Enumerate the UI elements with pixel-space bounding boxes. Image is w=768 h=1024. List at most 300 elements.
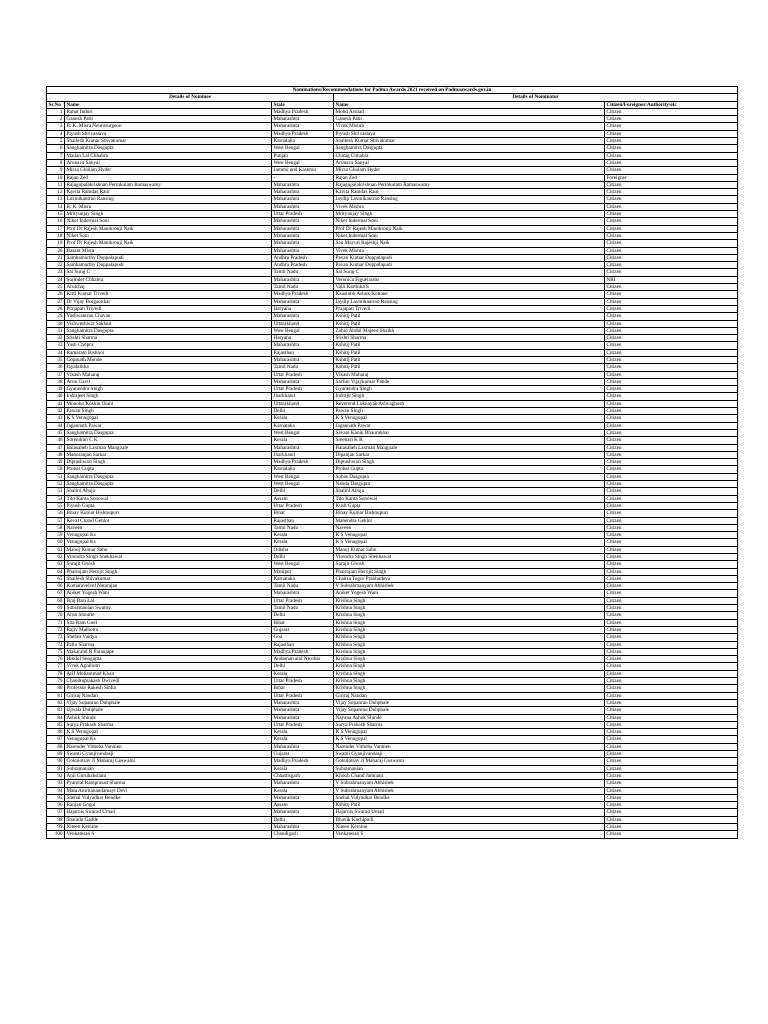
nominator-name-cell: Diptashwari Singh — [334, 459, 605, 466]
nominator-type-cell: Citizen — [605, 459, 738, 466]
col-header-nominee-name: Name — [65, 101, 272, 108]
sr-no-cell: 28 — [47, 305, 65, 312]
state-cell: Uttar Pradesh — [272, 721, 334, 728]
sr-no-cell: 92 — [47, 772, 65, 779]
nominee-name-cell: Niket Indermal Soni — [65, 218, 272, 225]
nominee-name-cell: Makarand R Paranjape — [65, 648, 272, 655]
nominee-name-cell: Sanghamitra Dasgupta — [65, 327, 272, 334]
state-cell: Maharashtra — [272, 247, 334, 254]
sr-no-cell: 24 — [47, 276, 65, 283]
state-cell: Madhya Pradesh — [272, 648, 334, 655]
state-cell: Maharashtra — [272, 196, 334, 203]
nominator-name-cell: Veronica Figueiraido — [334, 276, 605, 283]
sr-no-cell: 35 — [47, 356, 65, 363]
sr-no-cell: 97 — [47, 809, 65, 816]
nominee-name-cell: Manoj Kumar Sahu — [65, 546, 272, 553]
nominator-name-cell: Krishna Singh — [334, 685, 605, 692]
nominator-type-cell: Citizen — [605, 626, 738, 633]
nominator-type-cell: Citizen — [605, 313, 738, 320]
nominator-name-cell: Krishna Singh — [334, 597, 605, 604]
nominee-name-cell: Ujwala Duhphale — [65, 707, 272, 714]
nominator-type-cell: Citizen — [605, 685, 738, 692]
nominator-type-cell: Citizen — [605, 670, 738, 677]
sr-no-cell: 11 — [47, 181, 65, 188]
state-cell: Uttar Pradesh — [272, 211, 334, 218]
nominator-name-cell: Venkatesan S — [334, 831, 605, 838]
nominator-type-cell: Citizen — [605, 590, 738, 597]
state-cell: Maharashtra — [272, 809, 334, 816]
nominator-name-cell: Mohd Arshad — [334, 108, 605, 115]
nominator-name-cell: Kshitij Patil — [334, 364, 605, 371]
sr-no-cell: 44 — [47, 422, 65, 429]
table-row — [47, 590, 738, 597]
state-cell: Assam — [272, 802, 334, 809]
nominee-name-cell: Ramaram Bishnoi — [65, 349, 272, 356]
nominator-name-cell: Prof Dr Rajesh Manikrouji Naik — [334, 225, 605, 232]
nominator-name-cell: Nanda Dasgupta — [334, 481, 605, 488]
nominator-type-cell: Citizen — [605, 546, 738, 553]
state-cell: Kerala — [272, 437, 334, 444]
nominator-name-cell: Snehal Vidyadhar Bendke — [334, 794, 605, 801]
nominee-name-cell: Vishweshwar Saklani — [65, 320, 272, 327]
state-cell: Uttar Pradesh — [272, 502, 334, 509]
nominator-name-cell: Krishna Singh — [334, 626, 605, 633]
nominator-type-cell: Citizen — [605, 597, 738, 604]
nominations-sheet — [46, 86, 737, 839]
state-cell: Maharashtra — [272, 225, 334, 232]
nominator-type-cell: Citizen — [605, 678, 738, 685]
sr-no-cell: 86 — [47, 729, 65, 736]
state-cell: Maharashtra — [272, 232, 334, 239]
sr-no-cell: 80 — [47, 685, 65, 692]
sr-no-cell: 68 — [47, 597, 65, 604]
sr-no-cell: 1 — [47, 108, 65, 115]
nominee-name-cell: Jayalalitha — [65, 364, 272, 371]
state-cell: Assam — [272, 495, 334, 502]
nominee-name-cell: Gyanendra Singh — [65, 386, 272, 393]
table-row — [47, 546, 738, 553]
sr-no-cell: 22 — [47, 262, 65, 269]
col-header-nominator-name: Name — [334, 101, 605, 108]
nominator-type-cell: Citizen — [605, 181, 738, 188]
table-row — [47, 371, 738, 378]
nominator-name-cell: Nayana Ashok Shinde — [334, 714, 605, 721]
sr-no-cell: 100 — [47, 831, 65, 838]
nominator-type-cell: Citizen — [605, 641, 738, 648]
nominator-type-cell: Citizen — [605, 408, 738, 415]
nominator-name-cell: Prajapati Trivedi — [334, 305, 605, 312]
nominator-type-cell: Citizen — [605, 495, 738, 502]
nominee-name-cell: Yashwantrao Chavan — [65, 313, 272, 320]
table-row — [47, 451, 738, 458]
nominator-type-cell: Citizen — [605, 663, 738, 670]
table-row — [47, 510, 738, 517]
nominator-name-cell: Vikash Maharaj — [334, 371, 605, 378]
nominee-name-cell: Aniket Yogesh Wani — [65, 590, 272, 597]
table-row — [47, 743, 738, 750]
sr-no-cell: 4 — [47, 130, 65, 137]
sr-no-cell: 53 — [47, 488, 65, 495]
nominator-type-cell: Citizen — [605, 794, 738, 801]
nominee-name-cell: Kumaravelvel Natarajan — [65, 583, 272, 590]
nominator-type-cell: Citizen — [605, 605, 738, 612]
table-row — [47, 495, 738, 502]
nominator-type-cell: Citizen — [605, 539, 738, 546]
nominee-name-cell: Arulchaj — [65, 284, 272, 291]
table-body — [47, 108, 738, 838]
nominator-name-cell: Krishna Singh — [334, 619, 605, 626]
table-row — [47, 780, 738, 787]
nominee-name-cell: Srishti Sharma — [65, 335, 272, 342]
state-cell: Rajasthan — [272, 517, 334, 524]
nominator-name-cell: Phairojam Herojit Singh — [334, 568, 605, 575]
nominator-name-cell: Niket Indermal Soni — [334, 232, 605, 239]
nominator-name-cell: Vivek Mishra — [334, 123, 605, 130]
table-row — [47, 663, 738, 670]
nominee-name-cell: Chandraprakash Dwivedi — [65, 678, 272, 685]
table-row — [47, 772, 738, 779]
column-header-row — [47, 101, 738, 108]
sr-no-cell: 67 — [47, 590, 65, 597]
table-row — [47, 554, 738, 561]
nominator-name-cell: K S Venugopal — [334, 532, 605, 539]
nominee-name-cell: B. K. Misra — [65, 203, 272, 210]
nominator-type-cell: Citizen — [605, 123, 738, 130]
sr-no-cell: 81 — [47, 692, 65, 699]
nominator-type-cell: Citizen — [605, 561, 738, 568]
sr-no-cell: 91 — [47, 765, 65, 772]
nominee-name-cell: Gokulotsav Ji Maharaj Goswami — [65, 758, 272, 765]
col-header-state: State — [272, 101, 334, 108]
table-row — [47, 232, 738, 239]
nominator-type-cell: Citizen — [605, 305, 738, 312]
nominee-name-cell: Subramanian — [65, 765, 272, 772]
sr-no-cell: 41 — [47, 400, 65, 407]
nominee-name-cell: Mrityunjay Singh — [65, 211, 272, 218]
nominator-name-cell: Vijay Sopanrao Duhphale — [334, 707, 605, 714]
nominator-name-cell: Naveen — [334, 524, 605, 531]
state-cell: Madhya Pradesh — [272, 291, 334, 298]
sr-no-cell: 3 — [47, 123, 65, 130]
table-row — [47, 378, 738, 385]
nominee-name-cell: Pyarelal Ramprasad Sharma — [65, 780, 272, 787]
nominator-type-cell: Citizen — [605, 481, 738, 488]
state-cell: Maharashtra — [272, 794, 334, 801]
nominator-type-cell: Citizen — [605, 138, 738, 145]
sr-no-cell: 64 — [47, 568, 65, 575]
sr-no-cell: 32 — [47, 335, 65, 342]
sr-no-cell: 84 — [47, 714, 65, 721]
table-row — [47, 670, 738, 677]
state-cell: Maharashtra — [272, 240, 334, 247]
nominator-type-cell: Citizen — [605, 422, 738, 429]
sr-no-cell: 71 — [47, 619, 65, 626]
state-cell: Tamil Nadu — [272, 605, 334, 612]
nominator-type-cell: Citizen — [605, 225, 738, 232]
sr-no-cell: 5 — [47, 138, 65, 145]
state-cell: Madhya Pradesh — [272, 758, 334, 765]
sr-no-cell: 16 — [47, 218, 65, 225]
table-row — [47, 794, 738, 801]
nominator-name-cell: Niket Indermal Soni — [334, 218, 605, 225]
sr-no-cell: 9 — [47, 167, 65, 174]
nominator-name-cell: Bhavik Kachipudi — [334, 816, 605, 823]
nominator-name-cell: Binay Kumar Bishnupuri — [334, 510, 605, 517]
table-row — [47, 211, 738, 218]
nominator-name-cell: Narender Vithoba Vanmen — [334, 743, 605, 750]
nominator-name-cell: V Subrahmanyam Abhishek — [334, 787, 605, 794]
state-cell: Maharashtra — [272, 313, 334, 320]
nominee-name-cell: Kavita Ramdas Raut — [65, 189, 272, 196]
table-row — [47, 203, 738, 210]
table-row — [47, 240, 738, 247]
nominator-type-cell: Citizen — [605, 648, 738, 655]
nominator-type-cell: Citizen — [605, 765, 738, 772]
state-cell: Kerala — [272, 787, 334, 794]
nominator-name-cell: Suhas Dasgupta — [334, 473, 605, 480]
sr-no-cell: 15 — [47, 211, 65, 218]
nominator-name-cell: Vijay Sopanrao Duhphale — [334, 699, 605, 706]
nominee-name-cell: Phairojam Herojit Singh — [65, 568, 272, 575]
table-row — [47, 335, 738, 342]
nominee-name-cell: Gopinath Munde — [65, 356, 272, 363]
sr-no-cell: 50 — [47, 466, 65, 473]
state-cell: Uttar Pradesh — [272, 678, 334, 685]
table-row — [47, 787, 738, 794]
table-row — [47, 699, 738, 706]
nominator-name-cell: K S Venugopal — [334, 539, 605, 546]
nominee-name-cell: Venugopal Ks — [65, 539, 272, 546]
nominator-type-cell: Citizen — [605, 502, 738, 509]
table-row — [47, 823, 738, 830]
table-row — [47, 247, 738, 254]
sr-no-cell: 19 — [47, 240, 65, 247]
nominator-type-cell: Citizen — [605, 400, 738, 407]
nominator-type-cell: Citizen — [605, 240, 738, 247]
sr-no-cell: 13 — [47, 196, 65, 203]
nominator-name-cell: Arunava Sanyal — [334, 159, 605, 166]
sr-no-cell: 99 — [47, 823, 65, 830]
nominee-name-cell: Naveen — [65, 524, 272, 531]
nominee-name-cell: Piyush Shrivastava — [65, 130, 272, 137]
nominator-type-cell: Citizen — [605, 575, 738, 582]
sr-no-cell: 10 — [47, 174, 65, 181]
nominator-type-cell: Citizen — [605, 262, 738, 269]
nominator-name-cell: Sau Mayuri Rajeshji Naik — [334, 240, 605, 247]
nominee-name-cell: Rajiv Malhotra — [65, 626, 272, 633]
nominee-name-cell: Niket Soni — [65, 232, 272, 239]
table-row — [47, 473, 738, 480]
state-cell: Karnataka — [272, 422, 334, 429]
nominator-name-cell: Kshitij Patil — [334, 802, 605, 809]
nominee-name-cell: Manoranjan Sarkar — [65, 451, 272, 458]
table-row — [47, 729, 738, 736]
nominator-type-cell: Citizen — [605, 466, 738, 473]
state-cell: Punjab — [272, 152, 334, 159]
state-cell: Madhya Pradesh — [272, 459, 334, 466]
sr-no-cell: 20 — [47, 247, 65, 254]
nominator-type-cell: Citizen — [605, 269, 738, 276]
nominee-name-cell: Prof Dr Rajesh Manikrouji Naik — [65, 225, 272, 232]
nominator-name-cell: Srishti Sharma — [334, 335, 605, 342]
table-row — [47, 364, 738, 371]
nominator-type-cell: Citizen — [605, 364, 738, 371]
table-row — [47, 437, 738, 444]
sr-no-cell: 65 — [47, 575, 65, 582]
nominator-type-cell: Citizen — [605, 656, 738, 663]
table-row — [47, 444, 738, 451]
nominator-type-cell: Citizen — [605, 335, 738, 342]
sr-no-cell: 52 — [47, 481, 65, 488]
nominator-type-cell: Citizen — [605, 145, 738, 152]
sr-no-cell: 57 — [47, 517, 65, 524]
table-row — [47, 415, 738, 422]
sr-no-cell: 56 — [47, 510, 65, 517]
nominator-group-header: Details of Nominator — [334, 94, 738, 101]
sr-no-cell: 83 — [47, 707, 65, 714]
nominator-type-cell: Citizen — [605, 823, 738, 830]
sr-no-cell: 29 — [47, 313, 65, 320]
table-row — [47, 692, 738, 699]
nominator-name-cell: Subramanian — [334, 765, 605, 772]
nominee-name-cell: Venugopal Ks — [65, 532, 272, 539]
nominator-name-cell: Gyanendra Singh — [334, 386, 605, 393]
nominee-name-cell: Giriraj Nandan — [65, 692, 272, 699]
nominator-name-cell: Krishna Singh — [334, 641, 605, 648]
state-cell: Maharashtra — [272, 181, 334, 188]
nominee-name-cell: Rajagopalakrishnan Perinkulam Ramaswamy — [65, 181, 272, 188]
state-cell: Tamil Nadu — [272, 284, 334, 291]
nominator-name-cell: Vivek Mishra — [334, 247, 605, 254]
nominee-name-cell: Sharada Gadde — [65, 816, 272, 823]
nominee-name-cell: Sita Ram Goel — [65, 619, 272, 626]
state-cell: Maharashtra — [272, 342, 334, 349]
state-cell: Andhra Pradesh — [272, 262, 334, 269]
sr-no-cell: 46 — [47, 437, 65, 444]
sr-no-cell: 40 — [47, 393, 65, 400]
table-row — [47, 626, 738, 633]
nominee-name-cell: Narender Vithoba Vanmen — [65, 743, 272, 750]
nominee-name-cell: Vivek Agnihotri — [65, 663, 272, 670]
nominator-type-cell: Citizen — [605, 218, 738, 225]
nominee-group-header: Details of Nominee — [47, 94, 334, 101]
nominee-name-cell: Shailesh Shivakumar — [65, 575, 272, 582]
table-row — [47, 422, 738, 429]
sr-no-cell: 17 — [47, 225, 65, 232]
nominator-type-cell: Citizen — [605, 342, 738, 349]
nominator-name-cell: V Subrahmanyam Abhishek — [334, 780, 605, 787]
table-row — [47, 408, 738, 415]
state-cell: Andhra Pradesh — [272, 254, 334, 261]
nominee-name-cell: Keval Chand Gehlot — [65, 517, 272, 524]
nominator-name-cell: Krishna Singh — [334, 670, 605, 677]
table-row — [47, 291, 738, 298]
nominee-name-cell: Venugopal Ks — [65, 736, 272, 743]
sheet-title: Nominations/Recommendations for Padma Awards 2021 received on Padmaawards.gov.in — [47, 87, 738, 94]
nominator-name-cell: Krishna Singh — [334, 605, 605, 612]
state-cell: Haryana — [272, 335, 334, 342]
state-cell: Tamil Nadu — [272, 524, 334, 531]
nominator-type-cell: Citizen — [605, 116, 738, 123]
nominee-name-cell: Mirza Ghulam Hyder — [65, 167, 272, 174]
nominee-name-cell: B. K. Misra Neurosurgeon — [65, 123, 272, 130]
state-cell: Madhya Pradesh — [272, 108, 334, 115]
nominator-type-cell: Citizen — [605, 510, 738, 517]
nominee-name-cell: Basant Misra — [65, 247, 272, 254]
nominator-type-cell: Citizen — [605, 108, 738, 115]
nominator-type-cell: Citizen — [605, 699, 738, 706]
nominee-name-cell: Professor Rakesh Sinha — [65, 685, 272, 692]
state-cell: Maharashtra — [272, 276, 334, 283]
nominator-name-cell: Ganesh Patil — [334, 116, 605, 123]
nominator-type-cell: Citizen — [605, 378, 738, 385]
nominator-type-cell: Citizen — [605, 152, 738, 159]
nominator-type-cell: Citizen — [605, 159, 738, 166]
nominator-name-cell: K S Venugopal — [334, 415, 605, 422]
table-row — [47, 262, 738, 269]
nominator-type-cell: Citizen — [605, 736, 738, 743]
table-row — [47, 466, 738, 473]
sr-no-cell: 25 — [47, 284, 65, 291]
nominator-type-cell: Citizen — [605, 831, 738, 838]
table-row — [47, 561, 738, 568]
table-row — [47, 298, 738, 305]
state-cell: Karnataka — [272, 575, 334, 582]
state-cell: Delhi — [272, 612, 334, 619]
nominee-name-cell: Ganesh Patil — [65, 116, 272, 123]
table-row — [47, 539, 738, 546]
nominations-table — [46, 86, 738, 839]
sr-no-cell: 72 — [47, 626, 65, 633]
table-row — [47, 320, 738, 327]
table-row — [47, 488, 738, 495]
sr-no-cell: 89 — [47, 751, 65, 758]
state-cell: - — [272, 174, 334, 181]
nominator-type-cell: Citizen — [605, 327, 738, 334]
table-row — [47, 327, 738, 334]
nominator-type-cell: Citizen — [605, 787, 738, 794]
table-row — [47, 269, 738, 276]
nominee-name-cell: Dr Vijay Borgaonkar — [65, 298, 272, 305]
nominator-name-cell: Krishna Singh — [334, 612, 605, 619]
state-cell: Uttar Pradesh — [272, 597, 334, 604]
state-cell: Rajasthan — [272, 349, 334, 356]
table-row — [47, 765, 738, 772]
nominee-name-cell: Sambamurthy Doppalapudi — [65, 254, 272, 261]
sr-no-cell: 51 — [47, 473, 65, 480]
sr-no-cell: 82 — [47, 699, 65, 706]
nominator-type-cell: Citizen — [605, 291, 738, 298]
nominee-name-cell: Sanghamitra Dasgupta — [65, 473, 272, 480]
state-cell: Maharashtra — [272, 444, 334, 451]
nominee-name-cell: Jagannath Pawar — [65, 422, 272, 429]
nominee-name-cell: Probal Gupta — [65, 466, 272, 473]
table-row — [47, 393, 738, 400]
sr-no-cell: 2 — [47, 116, 65, 123]
nominator-type-cell: Citizen — [605, 189, 738, 196]
nominee-name-cell: Monoho Koshin Otani — [65, 400, 272, 407]
nominator-type-cell: Citizen — [605, 612, 738, 619]
state-cell: West Bengal — [272, 159, 334, 166]
state-cell: Maharashtra — [272, 823, 334, 830]
sr-no-cell: 23 — [47, 269, 65, 276]
nominator-type-cell: Citizen — [605, 583, 738, 590]
nominator-name-cell: Jaydip Laxmikantrao Ransing — [334, 196, 605, 203]
state-cell: West Bengal — [272, 429, 334, 436]
state-cell: Madhya Pradesh — [272, 130, 334, 137]
nominator-name-cell: Krishna Singh — [334, 678, 605, 685]
nominator-name-cell: Valli Karthika S — [334, 284, 605, 291]
